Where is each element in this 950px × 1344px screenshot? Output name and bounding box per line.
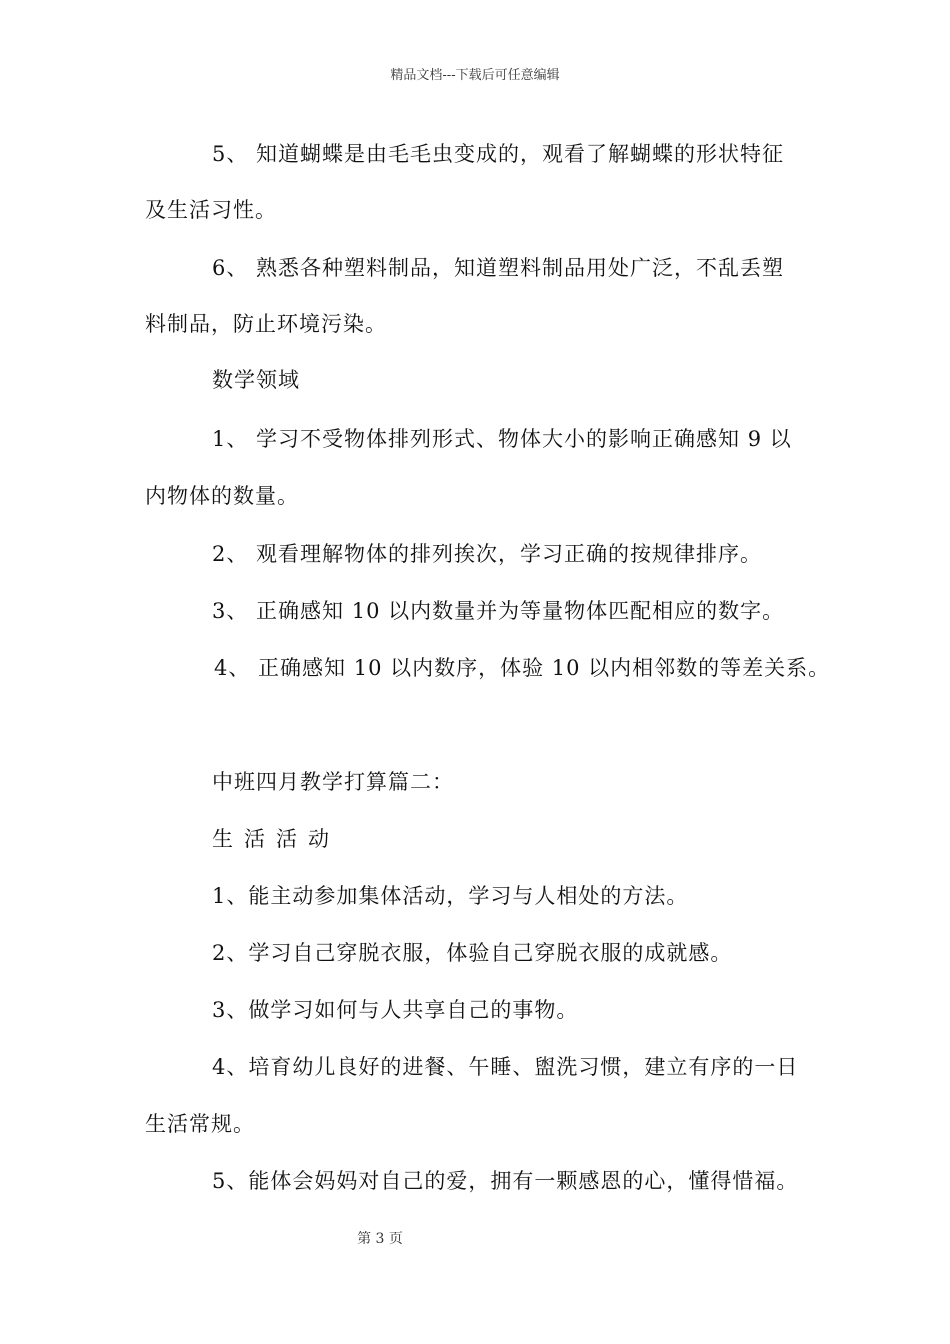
page-number: 第 3 页 (357, 1231, 403, 1247)
plan-title: 中班四月教学打算篇二： (212, 770, 454, 794)
math-item-4: 4、 正确感知 10 以内数序，体验 10 以内相邻数的等差关系。 (214, 656, 831, 680)
life-heading: 生活活动 (212, 827, 340, 851)
life-item-5: 5、能体会妈妈对自己的爱，拥有一颗感恩的心，懂得惜福。 (212, 1169, 799, 1193)
page-header: 精品文档---下载后可任意编辑 (390, 68, 560, 83)
math-item-3: 3、 正确感知 10 以内数量并为等量物体匹配相应的数字。 (212, 599, 785, 623)
science-item-6-line-2: 料制品，防止环境污染。 (145, 312, 387, 336)
life-item-2: 2、学习自己穿脱衣服，体验自己穿脱衣服的成就感。 (212, 941, 733, 965)
math-item-1-line-1: 1、 学习不受物体排列形式、物体大小的影响正确感知 9 以 (212, 427, 792, 451)
math-heading: 数学领域 (212, 368, 300, 392)
math-item-2: 2、 观看理解物体的排列挨次，学习正确的按规律排序。 (212, 542, 763, 566)
science-item-6-line-1: 6、 熟悉各种塑料制品，知道塑料制品用处广泛，不乱丢塑 (212, 256, 785, 280)
life-item-3: 3、做学习如何与人共享自己的事物。 (212, 998, 579, 1022)
science-item-5-line-1: 5、 知道蝴蝶是由毛毛虫变成的，观看了解蝴蝶的形状特征 (212, 142, 785, 166)
life-item-1: 1、能主动参加集体活动，学习与人相处的方法。 (212, 884, 689, 908)
life-item-4-line-2: 生活常规。 (145, 1112, 255, 1136)
science-item-5-line-2: 及生活习性。 (145, 198, 277, 222)
math-item-1-line-2: 内物体的数量。 (145, 484, 299, 508)
life-item-4-line-1: 4、培育幼儿良好的进餐、午睡、盥洗习惯，建立有序的一日 (212, 1055, 799, 1079)
